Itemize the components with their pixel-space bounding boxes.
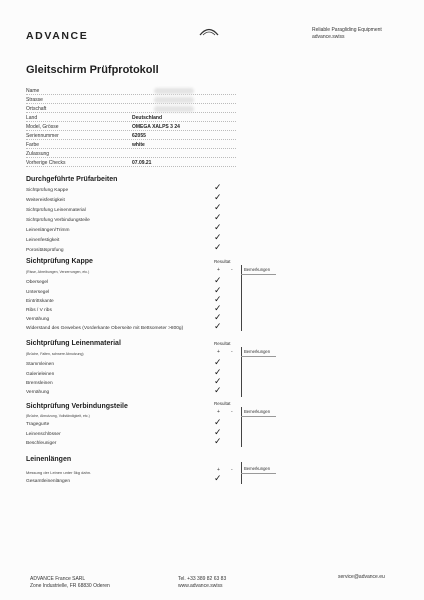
check-mark-icon: ✓ bbox=[214, 473, 222, 483]
verbindung-item: Tragegurte bbox=[26, 422, 50, 427]
verbindung-item: Leinenschlösser bbox=[26, 432, 61, 437]
field-label: Name bbox=[26, 88, 40, 94]
field-value: OMEGA XALPS 3 24 bbox=[132, 124, 180, 130]
check-mark-icon: ✓ bbox=[214, 222, 222, 232]
field-label: Vorherige Checks bbox=[26, 160, 66, 166]
leinen-item: Bremsleinen bbox=[26, 381, 53, 386]
minus-label: - bbox=[231, 349, 233, 355]
field-label: Strasse bbox=[26, 97, 43, 103]
check-mark-icon: ✓ bbox=[214, 312, 222, 322]
minus-label: - bbox=[231, 467, 233, 473]
field-label: Farbe bbox=[26, 142, 40, 148]
footer-address bbox=[30, 576, 110, 590]
check-mark-icon: ✓ bbox=[214, 275, 222, 285]
divider bbox=[241, 347, 242, 397]
divider bbox=[241, 416, 276, 417]
work-item: Sichtprüfung Verbindungsteile bbox=[26, 218, 90, 223]
result-label: Resultat bbox=[214, 259, 231, 264]
kappe-item: Eintrittskante bbox=[26, 299, 54, 304]
remarks-label: Bemerkungen bbox=[244, 349, 271, 354]
check-mark-icon: ✓ bbox=[214, 427, 222, 437]
company-tagline bbox=[312, 27, 382, 41]
check-mark-icon: ✓ bbox=[214, 182, 222, 192]
result-label: Resultat bbox=[214, 341, 231, 346]
kappe-item: Vernähung bbox=[26, 317, 50, 322]
check-mark-icon: ✓ bbox=[214, 303, 222, 313]
paraglider-icon bbox=[198, 26, 220, 38]
field-value: white bbox=[132, 142, 145, 148]
check-mark-icon: ✓ bbox=[214, 367, 222, 377]
check-mark-icon: ✓ bbox=[214, 192, 222, 202]
section-title-laengen: Leinenlängen bbox=[26, 456, 72, 463]
work-item: Sichtprüfung Leinenmaterial bbox=[26, 208, 86, 213]
kappe-item: Widerstand des Gewebes (Vorderkante Oberseite mit Bettsometer >800g) bbox=[26, 326, 184, 331]
check-mark-icon: ✓ bbox=[214, 232, 222, 242]
check-mark-icon: ✓ bbox=[214, 294, 222, 304]
divider bbox=[241, 265, 242, 331]
work-item: Leinenfestigkeit bbox=[26, 238, 60, 243]
field-label: Land bbox=[26, 115, 38, 121]
kappe-item: Untersegel bbox=[26, 290, 50, 295]
work-item: Porositätsprüfung bbox=[26, 248, 64, 253]
divider bbox=[241, 407, 242, 447]
company-line-2: advance.swiss bbox=[312, 34, 345, 40]
section-subtitle: (Brüche, Abnutzung, Vollständigkeit, etc.) bbox=[26, 414, 90, 418]
page-title: Gleitschirm Prüfprotokoll bbox=[26, 64, 159, 76]
check-mark-icon: ✓ bbox=[214, 357, 222, 367]
plus-label: + bbox=[217, 349, 220, 355]
minus-label: - bbox=[231, 267, 233, 273]
section-subtitle: Messung der Leinen unter 5kg dahn. bbox=[26, 470, 92, 475]
divider bbox=[241, 473, 276, 474]
verbindung-item: Beschleuniger bbox=[26, 441, 57, 446]
work-item: Sichtprüfung Kappe bbox=[26, 188, 69, 193]
laengen-item: Gesamtleinenlängen bbox=[26, 479, 71, 484]
footer-tel: Tel. +33 389 82 63 83 bbox=[178, 576, 227, 582]
minus-label: - bbox=[231, 409, 233, 415]
footer-contact bbox=[178, 576, 226, 590]
leinen-item: Stammleinen bbox=[26, 362, 54, 367]
field-value: Deutschland bbox=[132, 115, 163, 121]
leinen-item: Galerieleinen bbox=[26, 372, 55, 377]
check-mark-icon: ✓ bbox=[214, 417, 222, 427]
field-label: Ortschaft bbox=[26, 106, 47, 112]
redacted-value bbox=[154, 97, 194, 103]
remarks-label: Bemerkungen bbox=[244, 409, 271, 414]
result-label: Resultat bbox=[214, 401, 231, 406]
plus-label: + bbox=[217, 409, 220, 415]
work-item: Leinenlängen/Trimm bbox=[26, 228, 70, 233]
plus-label: + bbox=[217, 467, 220, 473]
company-line-1: Reliable Paragliding Equipment bbox=[312, 27, 382, 33]
check-mark-icon: ✓ bbox=[214, 385, 222, 395]
divider bbox=[241, 274, 276, 275]
check-mark-icon: ✓ bbox=[214, 202, 222, 212]
kappe-item: Ribs / V ribs bbox=[26, 308, 52, 313]
redacted-value bbox=[154, 88, 194, 94]
check-mark-icon: ✓ bbox=[214, 285, 222, 295]
section-subtitle: (Brüche, Falten, schwere Abnutzung) bbox=[26, 352, 84, 356]
section-title-work: Durchgeführte Prüfarbeiten bbox=[26, 176, 118, 183]
check-mark-icon: ✓ bbox=[214, 321, 222, 331]
work-item: Weitereisfestigkeit bbox=[26, 198, 65, 203]
check-mark-icon: ✓ bbox=[214, 436, 222, 446]
footer-company: ADVANCE France SARL bbox=[30, 576, 86, 582]
section-title-verbindung: Sichtprüfung Verbindungsteile bbox=[26, 403, 128, 410]
plus-label: + bbox=[217, 267, 220, 273]
check-mark-icon: ✓ bbox=[214, 242, 222, 252]
field-value: 07.09.21 bbox=[132, 160, 152, 166]
section-title-leinen: Sichtprüfung Leinenmaterial bbox=[26, 340, 121, 347]
section-title-kappe: Sichtprüfung Kappe bbox=[26, 258, 93, 265]
footer-email[interactable]: service@advance.eu bbox=[338, 574, 385, 580]
field-label: Model, Grösse bbox=[26, 124, 59, 130]
field-label: Zulassung bbox=[26, 151, 50, 157]
field-value: 62055 bbox=[132, 133, 146, 139]
redacted-value bbox=[154, 106, 194, 112]
footer-street: Zone Industrielle, FR 68830 Oderen bbox=[30, 583, 110, 589]
field-label: Seriennummer bbox=[26, 133, 59, 139]
footer-web[interactable]: www.advance.swiss bbox=[178, 583, 223, 589]
advance-logo: ADVANCE bbox=[26, 30, 89, 42]
remarks-label: Bemerkungen bbox=[244, 267, 271, 272]
remarks-label: Bemerkungen bbox=[244, 466, 271, 471]
check-mark-icon: ✓ bbox=[214, 212, 222, 222]
section-subtitle: (Risse, Abreibungen, Verzerrungen, etc.) bbox=[26, 270, 90, 274]
leinen-item: Vernähung bbox=[26, 390, 50, 395]
kappe-item: Obersegel bbox=[26, 280, 49, 285]
check-mark-icon: ✓ bbox=[214, 376, 222, 386]
divider bbox=[241, 356, 276, 357]
